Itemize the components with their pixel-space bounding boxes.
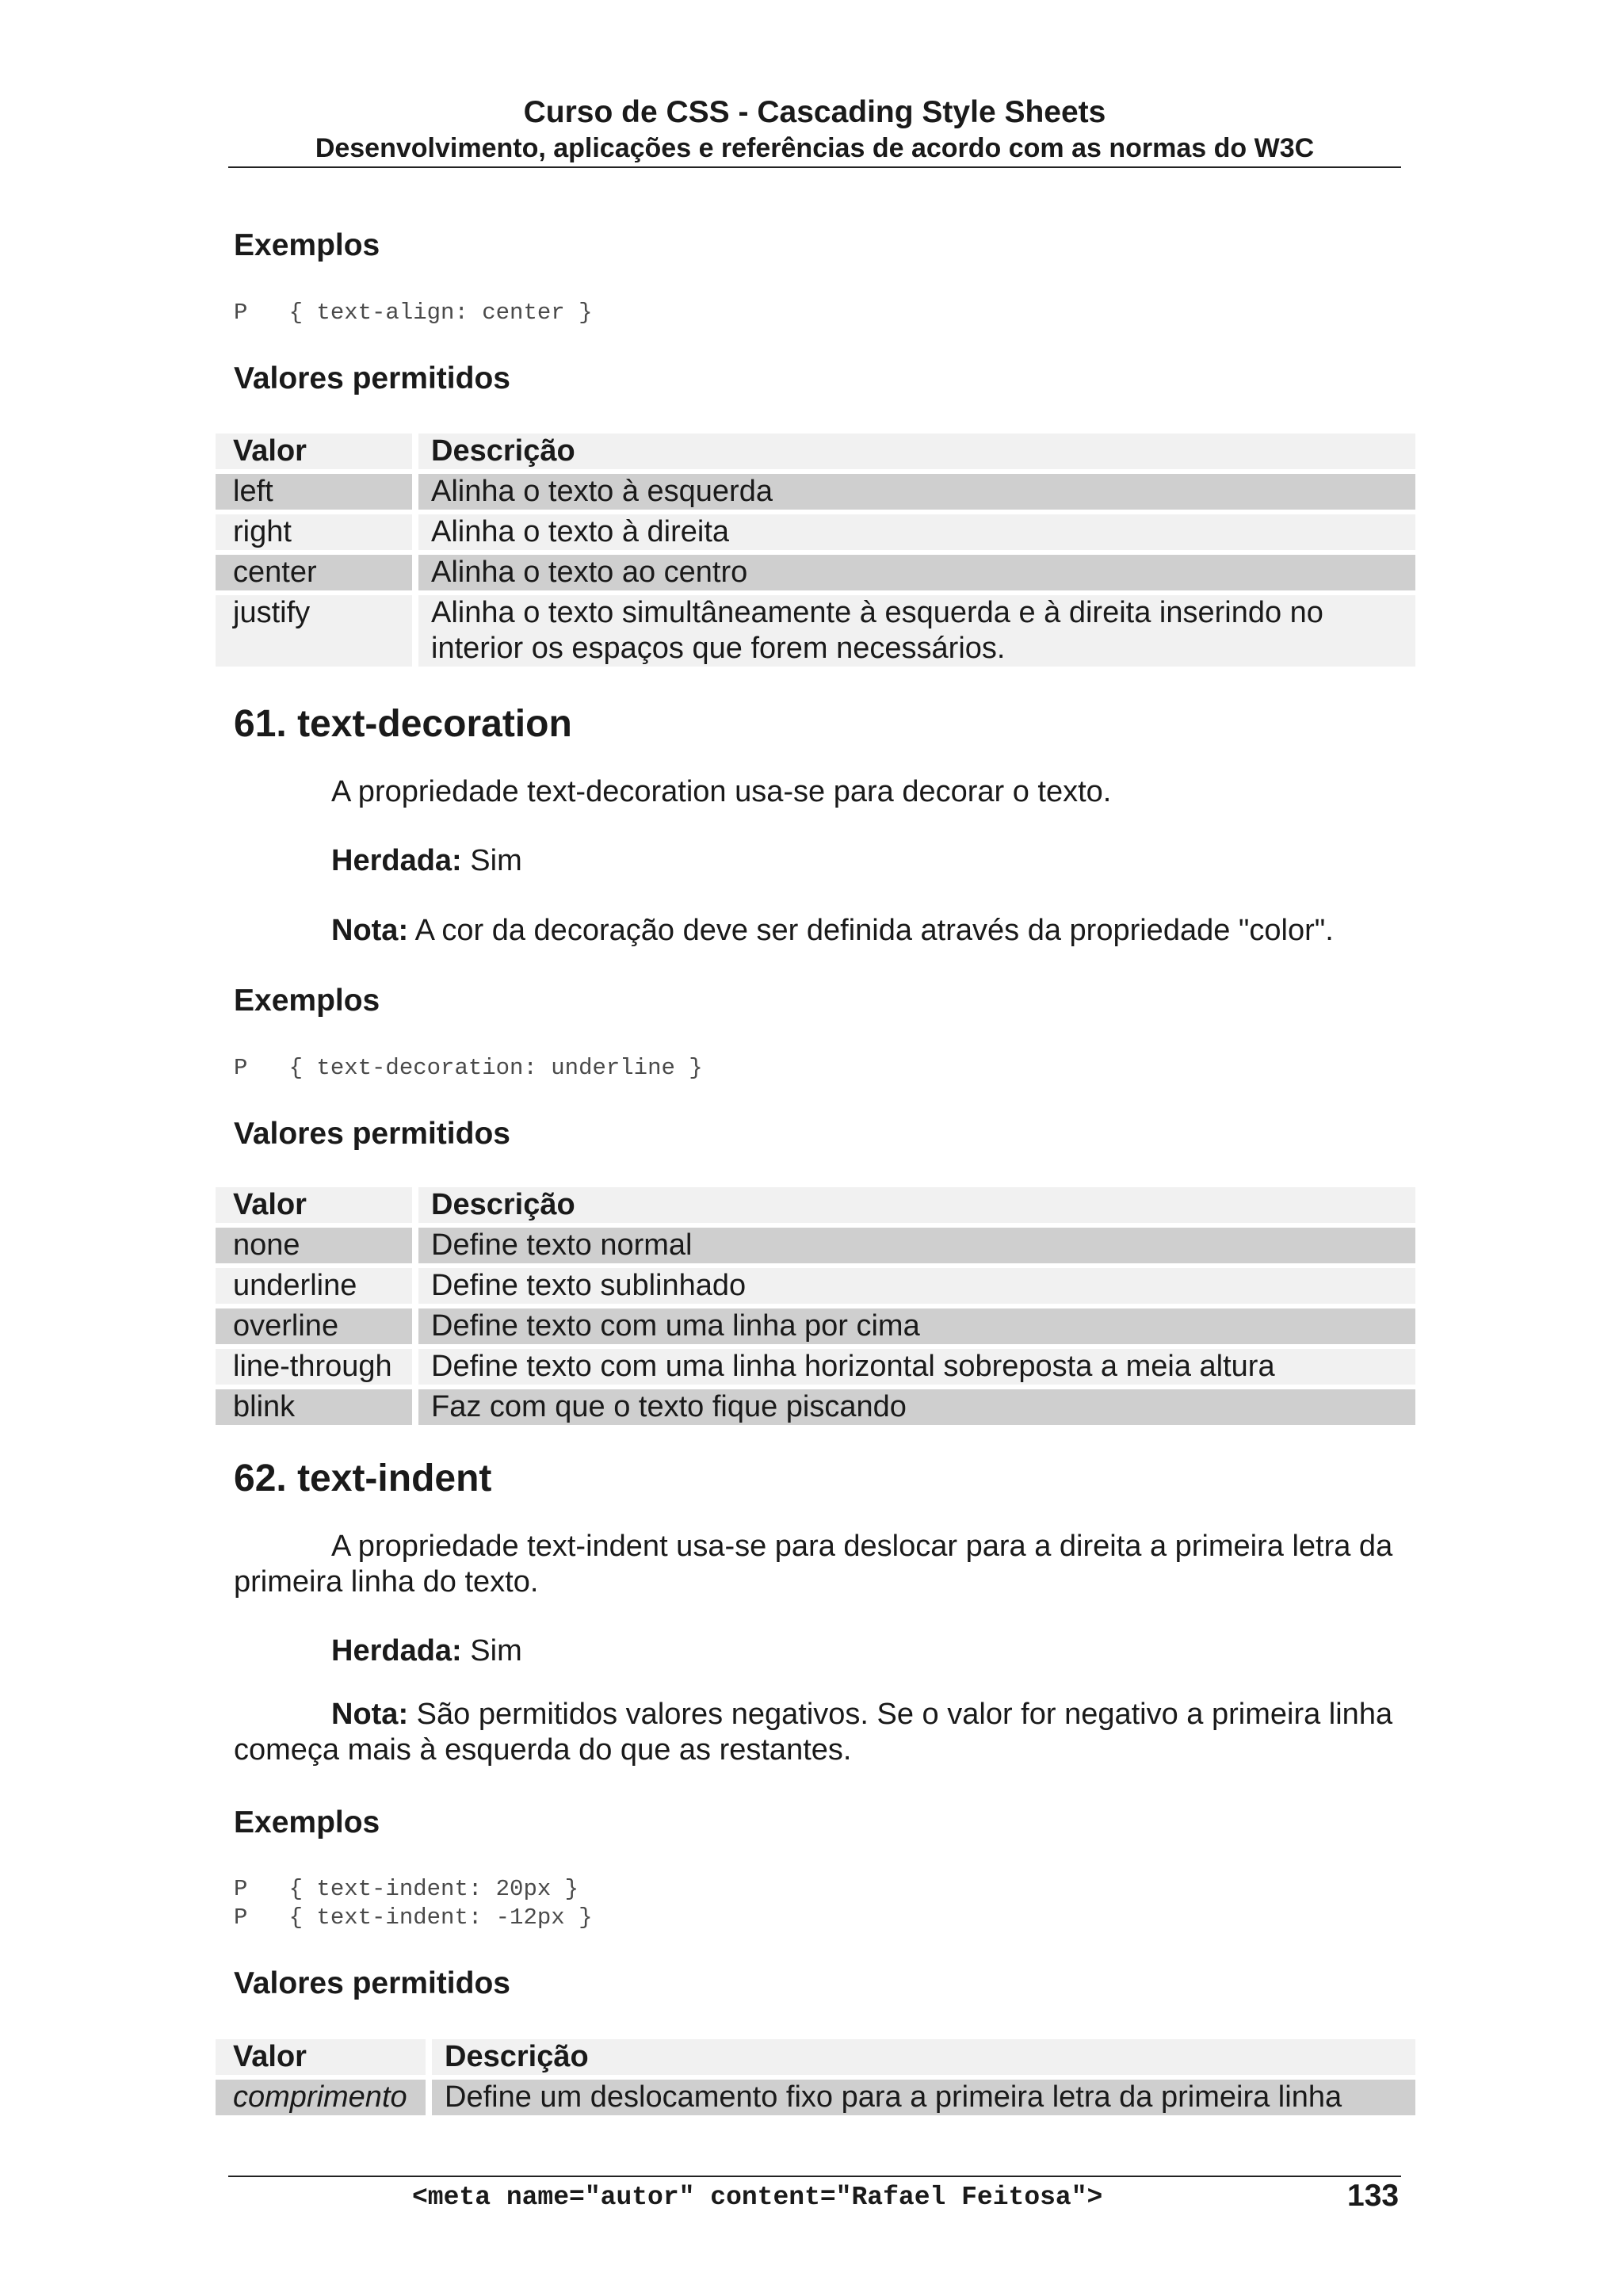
values-heading: Valores permitidos [234, 1117, 510, 1151]
table-header-cell: Valor [216, 1187, 412, 1223]
note-text: A cor da decoração deve ser definida através da propriedade "color". [408, 914, 1334, 947]
table-cell-value: overline [216, 1308, 412, 1344]
header-subtitle: Desenvolvimento, aplicações e referências de acordo com as normas do W3C [315, 133, 1315, 163]
table-header-row [216, 2039, 1415, 2075]
header-title: Curso de CSS - Cascading Style Sheets [523, 95, 1106, 129]
section-intro: A propriedade text-indent usa-se para deslocar para a direita a primeira letra da primeira linha do texto. [234, 1530, 1393, 1599]
table-header-cell: Descrição [432, 2039, 1415, 2075]
table-header-cell: Descrição [418, 1187, 1415, 1223]
values-heading: Valores permitidos [234, 1966, 510, 2000]
values-table-text-indent [216, 2039, 1415, 2120]
table-cell-value: comprimento [216, 2080, 426, 2115]
table-cell-value: left [216, 474, 412, 510]
table-cell-description: Define texto sublinhado [418, 1268, 1415, 1304]
table-cell-description: Alinha o texto simultâneamente à esquerda e à direita inserindo no interior os espaços que forem necessários. [418, 595, 1415, 667]
table-row [216, 1228, 1415, 1263]
table-row [216, 1268, 1415, 1304]
inherited-line [331, 1633, 1417, 1669]
table-header-cell: Descrição [418, 434, 1415, 469]
table-row [216, 1389, 1415, 1425]
table-cell-description: Define texto com uma linha horizontal sobreposta a meia altura [418, 1349, 1415, 1385]
table-header-row [216, 1187, 1415, 1223]
table-header-cell: Valor [216, 434, 412, 469]
inherited-label: Herdada: [331, 1634, 462, 1668]
table-cell-description: Faz com que o texto fique piscando [418, 1389, 1415, 1425]
table-cell-description: Alinha o texto à direita [418, 514, 1415, 550]
table-cell-description: Alinha o texto à esquerda [418, 474, 1415, 510]
code-example: P { text-decoration: underline } [234, 1055, 703, 1081]
table-row [216, 555, 1415, 590]
header-rule [228, 166, 1401, 168]
inherited-value: Sim [461, 844, 522, 877]
table-cell-value: justify [216, 595, 412, 667]
table-cell-description: Define texto com uma linha por cima [418, 1308, 1415, 1344]
table-row [216, 2080, 1415, 2115]
inherited-value: Sim [461, 1634, 522, 1668]
note-text: São permitidos valores negativos. Se o valor for negativo a primeira linha começa mais à esquerda do que as restantes. [234, 1698, 1393, 1767]
table-cell-value: line-through [216, 1349, 412, 1385]
values-heading: Valores permitidos [234, 361, 510, 395]
code-example-line: P { text-indent: -12px } [234, 1904, 593, 1931]
section-title-62: 62. text-indent [234, 1457, 492, 1499]
note-line [234, 1697, 1419, 1768]
page-number: 133 [1347, 2179, 1400, 2213]
table-cell-value: right [216, 514, 412, 550]
section-title-61: 61. text-decoration [234, 703, 572, 745]
inherited-label: Herdada: [331, 844, 462, 877]
note-line [331, 913, 1417, 949]
note-label: Nota: [331, 1698, 409, 1731]
table-cell-value: none [216, 1228, 412, 1263]
values-table-text-decoration [216, 1187, 1415, 1430]
examples-heading: Exemplos [234, 1805, 380, 1839]
table-cell-value: underline [216, 1268, 412, 1304]
code-example: P { text-align: center } [234, 300, 593, 326]
examples-heading: Exemplos [234, 228, 380, 262]
table-header-row [216, 434, 1415, 469]
footer-rule [228, 2176, 1401, 2177]
section-intro: A propriedade text-decoration usa-se para decorar o texto. [331, 775, 1112, 808]
note-label: Nota: [331, 914, 409, 947]
footer-author-meta: <meta name="autor" content="Rafael Feitosa"> [412, 2183, 1103, 2212]
table-cell-description: Alinha o texto ao centro [418, 555, 1415, 590]
table-cell-value: center [216, 555, 412, 590]
values-table-text-align [216, 434, 1415, 671]
table-row [216, 1349, 1415, 1385]
code-example-line: P { text-indent: 20px } [234, 1876, 579, 1902]
table-row [216, 474, 1415, 510]
table-row [216, 1308, 1415, 1344]
examples-heading: Exemplos [234, 984, 380, 1018]
table-row [216, 514, 1415, 550]
table-cell-description: Define um deslocamento fixo para a primeira letra da primeira linha [432, 2080, 1415, 2115]
table-header-cell: Valor [216, 2039, 426, 2075]
table-cell-description: Define texto normal [418, 1228, 1415, 1263]
table-row [216, 595, 1415, 667]
inherited-line [331, 843, 1417, 879]
table-cell-value: blink [216, 1389, 412, 1425]
